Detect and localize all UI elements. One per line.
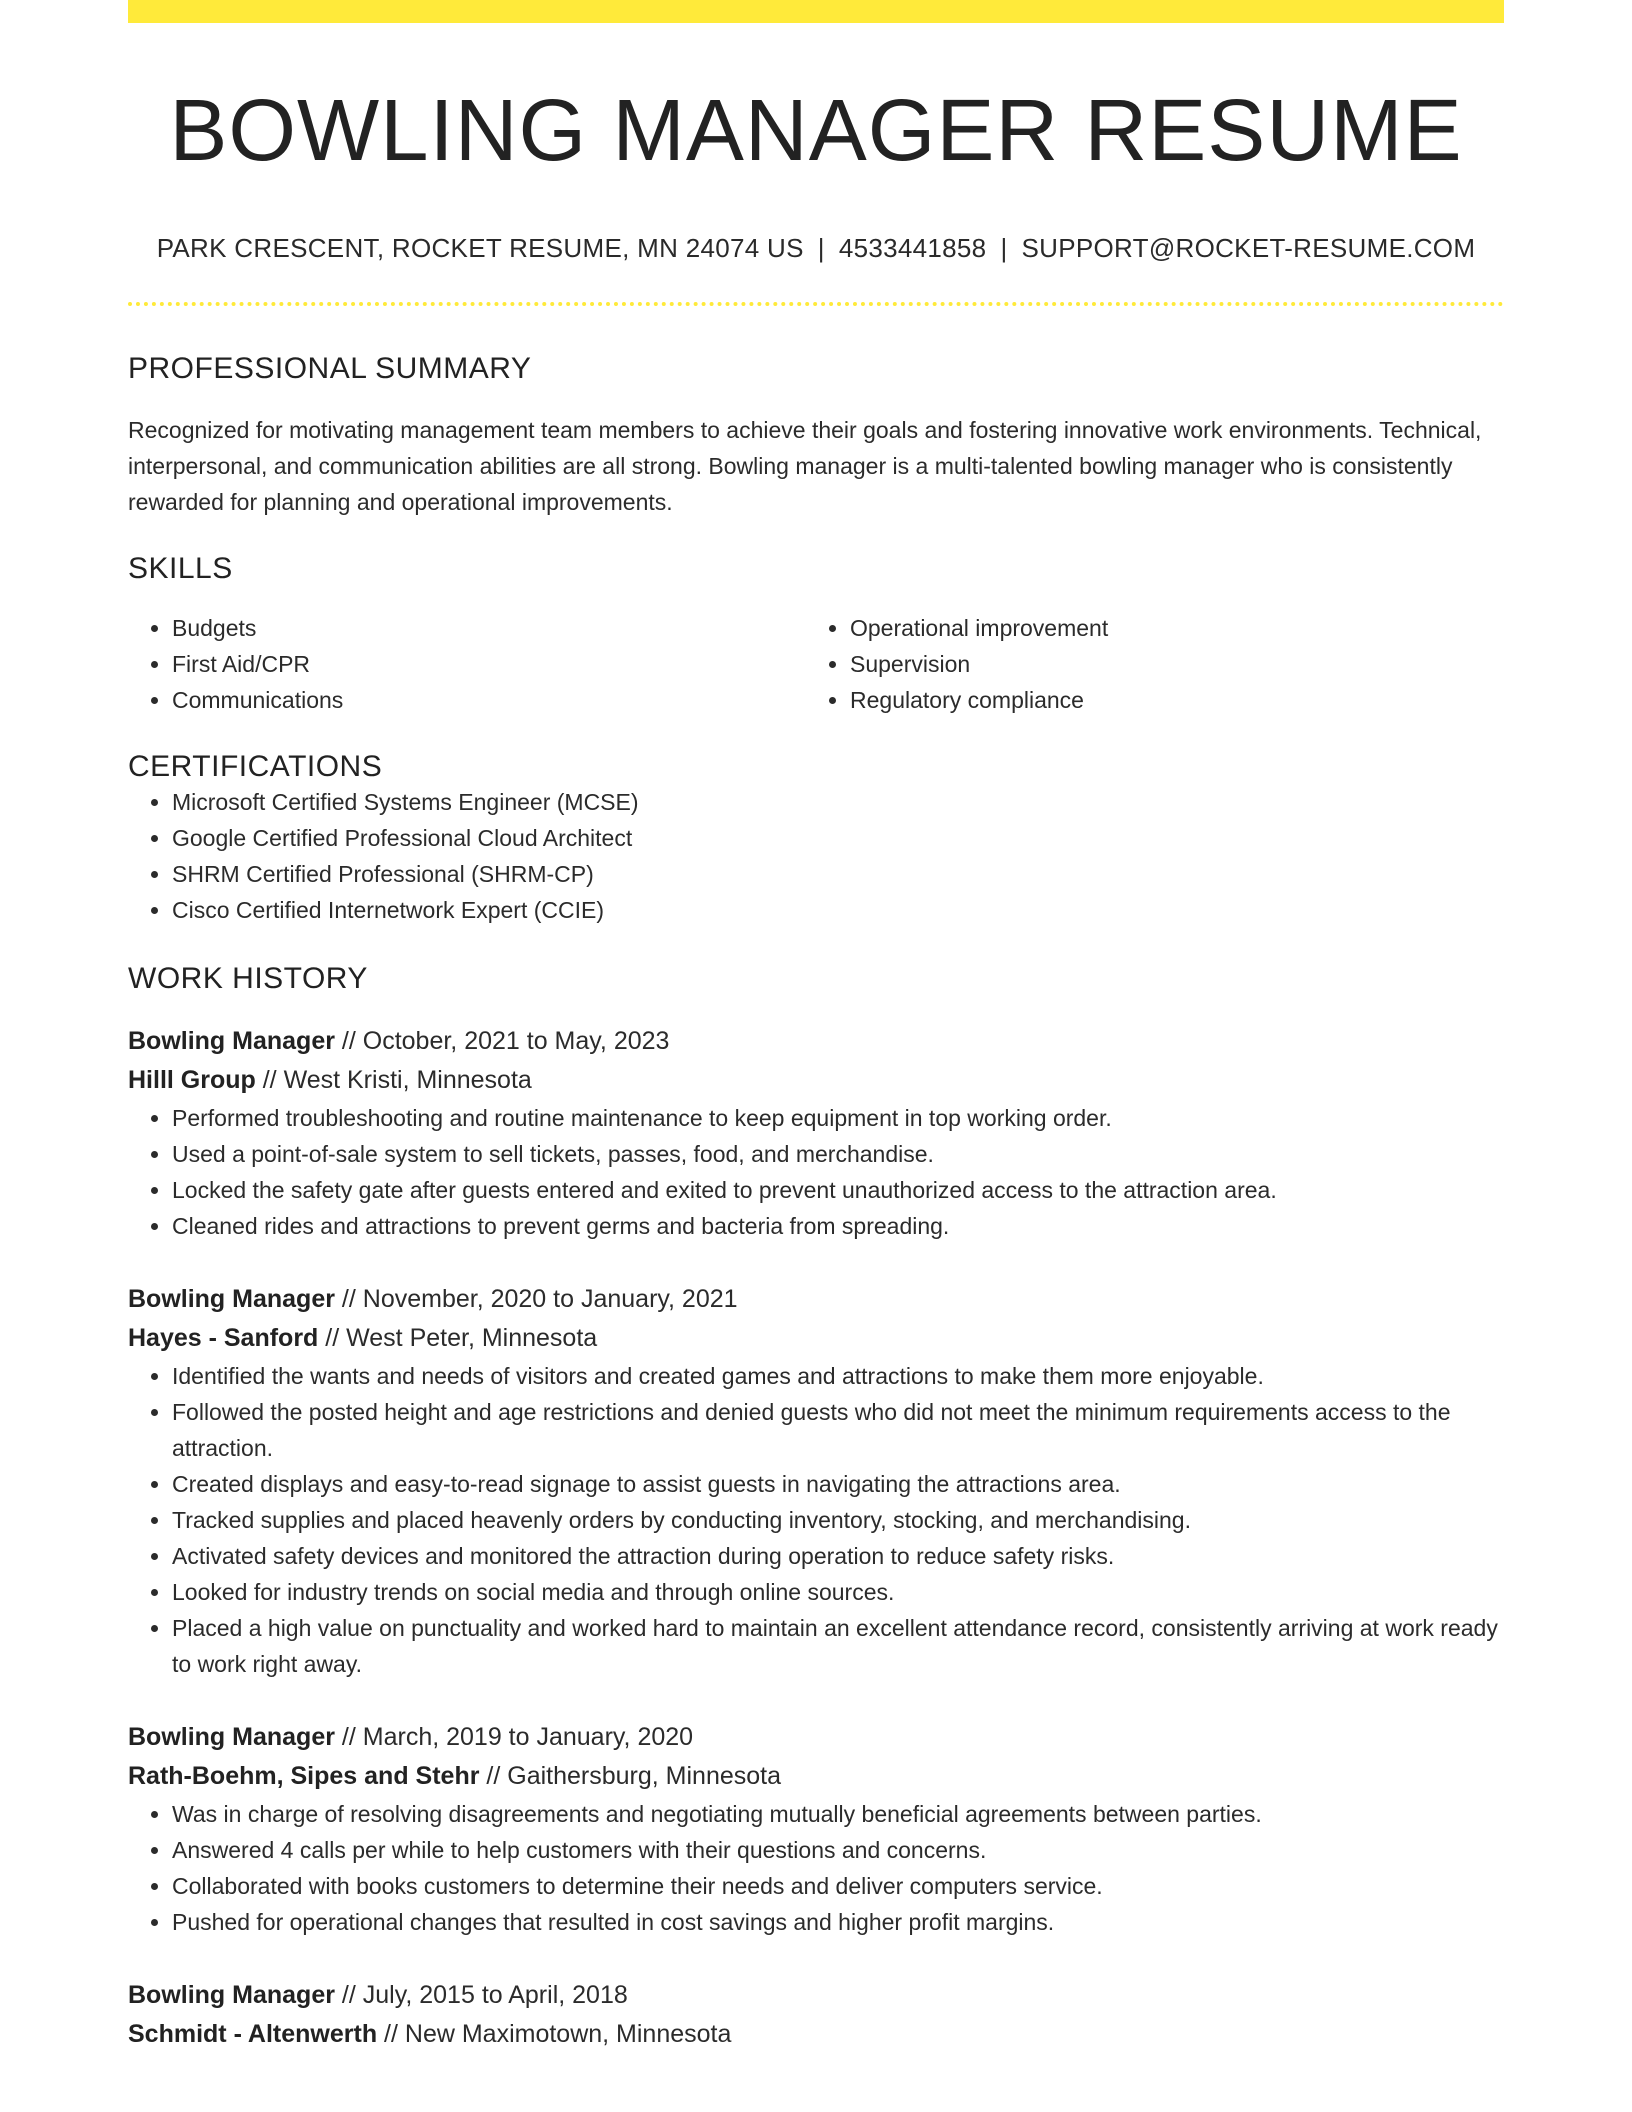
skill-item: • Regulatory compliance — [850, 682, 1484, 718]
job-bullet: • Pushed for operational changes that resulted in cost savings and higher profit margins. — [172, 1904, 1504, 1940]
contact-phone: 4533441858 — [838, 232, 987, 263]
skills-column-right — [806, 610, 1484, 718]
job-bullet: • Collaborated with books customers to determine their needs and deliver computers service. — [172, 1868, 1504, 1904]
job-bullet-list — [128, 1100, 1504, 1244]
resume-title: BOWLING MANAGER RESUME — [169, 82, 1463, 179]
job-bullet: • Identified the wants and needs of visitors and created games and attractions to make them more enjoyable. — [172, 1358, 1504, 1394]
job-entry — [128, 1280, 1504, 1682]
job-title-line — [128, 1022, 1504, 1061]
summary-text: Recognized for motivating management team members to achieve their goals and fostering innovative work environments. Technical, interpersonal, and communication abilities are all strong. Bowling manager is a multi-talented bowling manager who is consistently rewarded for planning and operational improvements. — [128, 416, 1482, 515]
job-bullet: • Was in charge of resolving disagreements and negotiating mutually beneficial agreements between parties. — [172, 1796, 1504, 1832]
job-dates: // November, 2020 to January, 2021 — [341, 1284, 738, 1313]
job-company: Rath-Boehm, Sipes and Stehr — [128, 1761, 480, 1790]
job-company: Hilll Group — [128, 1065, 256, 1094]
job-company: Schmidt - Altenwerth — [128, 2019, 378, 2048]
job-title: Bowling Manager — [128, 1980, 335, 2009]
job-entry — [128, 1718, 1504, 1940]
skills-list-right — [806, 610, 1484, 718]
job-company-line — [128, 1757, 1504, 1796]
skill-item: • Operational improvement — [850, 610, 1484, 646]
job-bullet: • Created displays and easy-to-read signage to assist guests in navigating the attractions area. — [172, 1466, 1504, 1502]
job-bullet: • Placed a high value on punctuality and worked hard to maintain an excellent attendance record, consistently arriving at work ready to work right away. — [172, 1610, 1504, 1682]
job-title-line — [128, 1280, 1504, 1319]
job-bullet: • Activated safety devices and monitored the attraction during operation to reduce safety risks. — [172, 1538, 1504, 1574]
summary-heading: PROFESSIONAL SUMMARY — [128, 351, 532, 385]
job-bullet: • Performed troubleshooting and routine maintenance to keep equipment in top working order. — [172, 1100, 1504, 1136]
skill-item: • Communications — [172, 682, 806, 718]
job-bullet: • Answered 4 calls per while to help customers with their questions and concerns. — [172, 1832, 1504, 1868]
certifications-heading: CERTIFICATIONS — [128, 749, 383, 783]
job-title: Bowling Manager — [128, 1026, 335, 1055]
skills-list-left — [128, 610, 806, 718]
certifications-list — [128, 784, 1504, 928]
job-bullet: • Cleaned rides and attractions to prevent germs and bacteria from spreading. — [172, 1208, 1504, 1244]
job-title-line — [128, 1718, 1504, 1757]
dotted-divider — [128, 302, 1504, 306]
job-bullet: • Tracked supplies and placed heavenly orders by conducting inventory, stocking, and merchandising. — [172, 1502, 1504, 1538]
contact-separator: | — [1000, 232, 1008, 263]
skill-item: • Budgets — [172, 610, 806, 646]
job-bullet: • Followed the posted height and age restrictions and denied guests who did not meet the minimum requirements access to the attraction. — [172, 1394, 1504, 1466]
job-location: // Gaithersburg, Minnesota — [486, 1761, 781, 1790]
job-dates: // October, 2021 to May, 2023 — [341, 1026, 670, 1055]
job-location: // West Kristi, Minnesota — [262, 1065, 532, 1094]
job-bullet: • Used a point-of-sale system to sell tickets, passes, food, and merchandise. — [172, 1136, 1504, 1172]
job-title: Bowling Manager — [128, 1722, 335, 1751]
skills-column-left — [128, 610, 806, 718]
job-bullet-list — [128, 1796, 1504, 1940]
job-company: Hayes - Sanford — [128, 1323, 319, 1352]
contact-email: SUPPORT@ROCKET-RESUME.COM — [1021, 232, 1476, 263]
skills-grid — [128, 610, 1504, 718]
job-dates: // March, 2019 to January, 2020 — [341, 1722, 694, 1751]
job-bullet: • Looked for industry trends on social media and through online sources. — [172, 1574, 1504, 1610]
work-history-heading: WORK HISTORY — [128, 961, 368, 995]
job-location: // West Peter, Minnesota — [325, 1323, 598, 1352]
job-dates: // July, 2015 to April, 2018 — [341, 1980, 628, 2009]
top-accent-bar — [128, 0, 1504, 23]
certification-item: • Google Certified Professional Cloud Architect — [172, 820, 1504, 856]
certification-item: • Cisco Certified Internetwork Expert (CCIE) — [172, 892, 1504, 928]
job-entry — [128, 1022, 1504, 1244]
job-title-line — [128, 1976, 1504, 2015]
job-company-line — [128, 1061, 1504, 1100]
skill-item: • First Aid/CPR — [172, 646, 806, 682]
skill-item: • Supervision — [850, 646, 1484, 682]
certification-item: • SHRM Certified Professional (SHRM-CP) — [172, 856, 1504, 892]
contact-separator: | — [817, 232, 825, 263]
contact-line — [128, 233, 1504, 264]
job-company-line — [128, 1319, 1504, 1358]
job-company-line — [128, 2015, 1504, 2054]
job-location: // New Maximotown, Minnesota — [384, 2019, 732, 2048]
job-entry — [128, 1976, 1504, 2054]
job-title: Bowling Manager — [128, 1284, 335, 1313]
job-bullet-list — [128, 1358, 1504, 1682]
job-bullet: • Locked the safety gate after guests entered and exited to prevent unauthorized access to the attraction area. — [172, 1172, 1504, 1208]
certification-item: • Microsoft Certified Systems Engineer (MCSE) — [172, 784, 1504, 820]
resume-page — [128, 0, 1504, 2054]
skills-heading: SKILLS — [128, 551, 233, 585]
contact-address: PARK CRESCENT, ROCKET RESUME, MN 24074 US — [156, 232, 804, 263]
